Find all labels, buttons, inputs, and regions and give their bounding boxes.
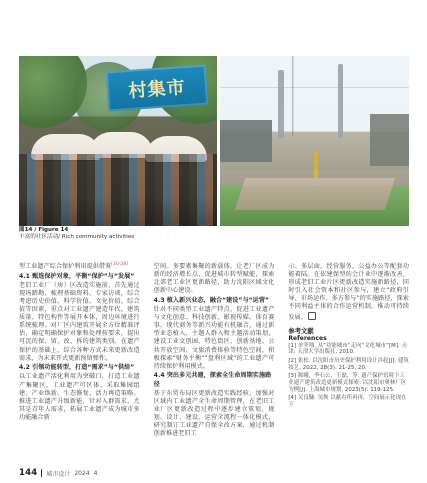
chimney <box>338 64 343 138</box>
paragraph: 老旧工业厂（房）区改造实施前，首先通过现场踏勘、梳理基础资料、专家访谈，综合考虑历史价值、科学价值、文化价值、综合值等因素，重点对工业遗产建造年代、建筑质量、特色构件等展开本体，周边环境进行系统梳理。对厂区内建筑开展全方位精准评估，确定明确保护对象和处理按要求，提出可沉的保、留、改、拆的建筑类别。在遗产保护的基础上，综合各种方式未来更新改造需求，为未来开式更新预留弹性。 <box>19 281 140 362</box>
community-activities-photo-right <box>220 56 409 226</box>
figure-photos <box>19 56 409 226</box>
paragraph: 基于东贸布局区更新改造实践经验，加强对区域内工业遗产全生命周期管理，在老旧工业厂区更新改造过程中逐步建立策划、规划、设计、建设、运营全流程一体化模式，研究制订工业遗产自保全改方案，通过机制创新推进老旧工 <box>153 389 275 438</box>
references-subtitle: References <box>288 334 327 342</box>
reference-item: [2] 张松. 以沈阳市历史保护利用设计涉起[J]. 建筑技艺, 2022, 28(3): 21-25, 20. <box>288 357 409 371</box>
building <box>220 120 272 162</box>
figure-label: 图14 / Figure 14 <box>19 227 69 233</box>
section-heading: 4.2 引领功能转型，打造“需求”与“供给” <box>19 364 135 372</box>
section-heading: 4.3 植入新兴业态，融合“建设”与“运营” <box>153 296 270 304</box>
section-heading: 4.1 甄选保护对象，平衡“保护”与“发展” <box>19 272 135 280</box>
community-activities-photo-left <box>19 56 217 226</box>
page-number: 144 <box>19 468 38 478</box>
footer-separator <box>41 469 42 477</box>
column-1 <box>19 263 140 463</box>
paragraph <box>288 263 409 322</box>
journal-name: 城市设计 <box>46 470 71 478</box>
paragraph: 针对不同类型工业遗产特点，促进工业遗产与文化创意、科技创新、影视传媒、体育赛事、现代商务等新兴功能有机融合，通过新型业态植入、主题人群入和主题活动策划，建设工业文创园、特色街区，创新基地、公共开放空间、文旅消费体验等特色空间，积极探索“财务平衡”“盘利区域”的工业遗产可持续保护利用模式。 <box>153 306 275 370</box>
reference-item: [3] 陈曦，李石公，王磊，等. 遗产保护语境下工业遗产建筑改造更新模式探索: 以沈阳市奥林厂区为例[J]. 上海城市规划, 2023(5): 119-125. <box>288 373 407 393</box>
reference-item: [4] 吴良镛. 吴焕 以献有所再再，空间展示化现在下 <box>288 395 407 408</box>
paragraph-text: 型工业遗产综合保护利用提供借鉴 <box>19 263 112 270</box>
column-2 <box>154 263 275 463</box>
citation-superscript: [20-28] <box>111 261 129 267</box>
article-columns <box>19 263 409 463</box>
figure-caption-text: 丰富的社区活动/ Rich community activities <box>19 234 135 240</box>
market-sign <box>106 65 209 112</box>
figure-caption <box>19 227 259 241</box>
chimney <box>278 70 284 138</box>
market-sign-text: 村集市 <box>127 77 187 102</box>
column-3 <box>288 263 409 463</box>
page-footer <box>19 468 97 478</box>
paragraph: 空间。多要素集聚的新载体，让老厂区成为新的经济增长点，促进城市转型赋能，探索北郊老工业区更新路径，助力沈阳区域文化创新中心建设。 <box>153 263 275 295</box>
ground-shadow <box>19 196 217 226</box>
reference-item: [1] 单霁翔. 从“功能城市”走向“文化城市”[M]. 天津: 天津大学出版社, 2010. <box>288 342 407 356</box>
paragraph <box>19 263 140 271</box>
paragraph-text: 示、多层面、经营服务，公益办公等配套功能着陆。在依建保型的会计业中逐渐改善，形成老旧工业片区更新改造实施新路径，同时引入社会资本和社区参与，建立“政府引导、市场运作、多方参与”的实施路径，探索不同利益主体的合作运营机制，推动可持续发展。 <box>288 263 410 321</box>
haze <box>220 170 409 186</box>
paragraph: 以工业遗产活化利用为突破口，打造工业遗产集聚区，工业遗产可区体、采取集园组建、产业焕新、生态修复、活力再造策略。推进工业遗产升级新能，针对入群需求，尤其是青年人需求，拓展工业遗产成为城市多功能融合新 <box>19 373 140 421</box>
section-heading: 4.4 突出多元共建，探索全生命周期实施路径 <box>153 372 272 388</box>
end-mark-icon <box>308 312 316 320</box>
journal-year: 2024 <box>74 469 90 477</box>
journal-issue: 4 <box>93 469 98 477</box>
references-title: 参考文献 <box>288 327 314 335</box>
